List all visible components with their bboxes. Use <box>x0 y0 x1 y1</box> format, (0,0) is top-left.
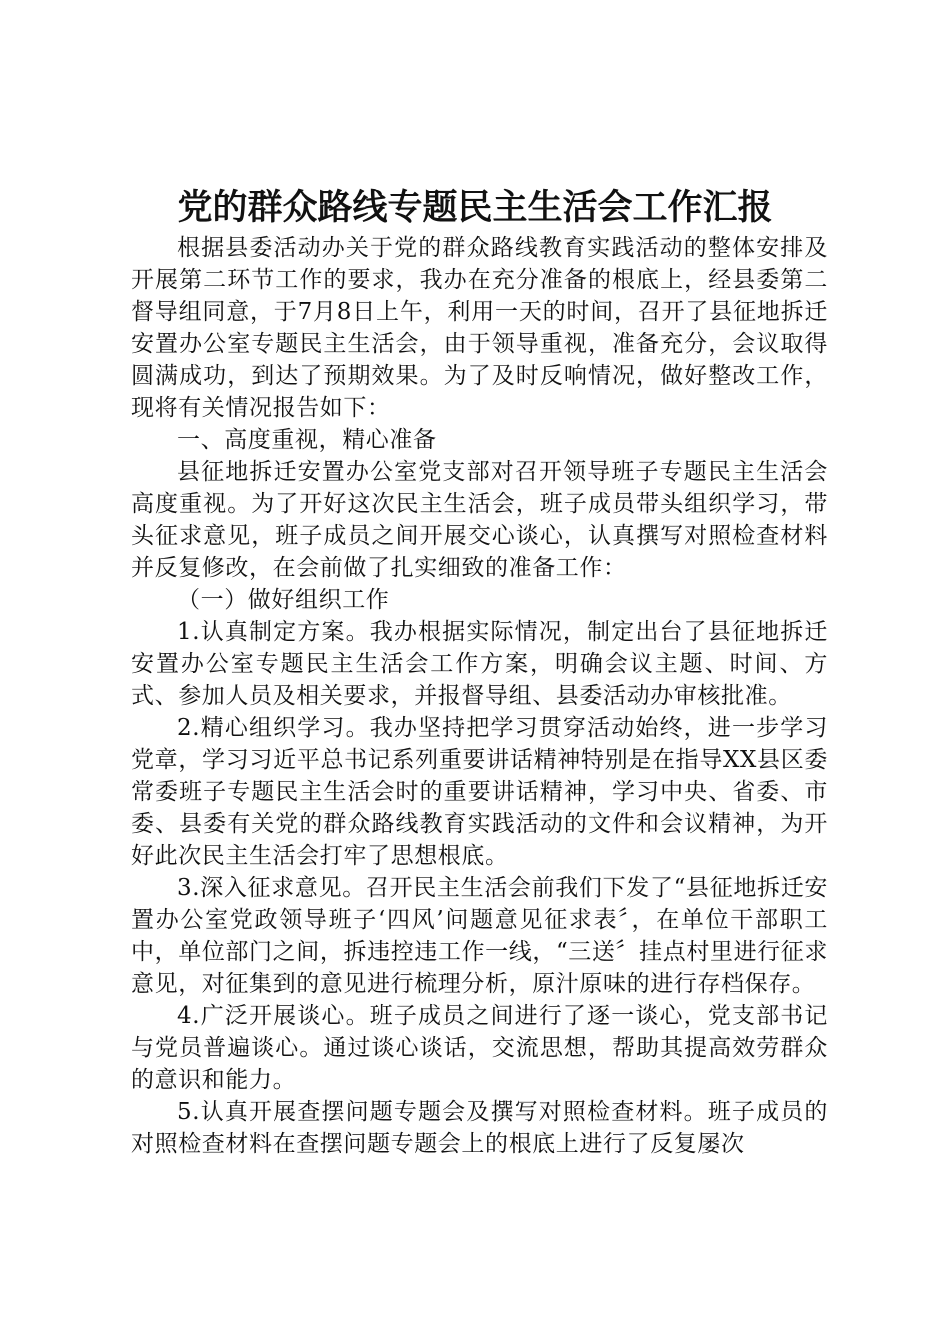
document-body <box>131 232 828 1160</box>
paragraph-item-5: 5.认真开展查摆问题专题会及撰写对照检查材料。班子成员的对照检查材料在查摆问题专题会上的根底上进行了反复屡次 <box>131 1099 828 1157</box>
paragraph-item-3: 3.深入征求意见。召开民主生活会前我们下发了“县征地拆迁安置办公室党政领导班子‘四风’问题意见征求表〞，在单位干部职工中，单位部门之间，拆违控违工作一线，“三送〞挂点村里进行征求意见，对征集到的意见进行梳理分析，原汁原味的进行存档保存。 <box>131 875 828 997</box>
document-title: 党的群众路线专题民主生活会工作汇报 <box>177 188 773 228</box>
paragraph-item-1: 1.认真制定方案。我办根据实际情况，制定出台了县征地拆迁安置办公室专题民主生活会工作方案，明确会议主题、时间、方式、参加人员及相关要求，并报督导组、县委活动办审核批准。 <box>131 619 828 709</box>
paragraph-item-2: 2.精心组织学习。我办坚持把学习贯穿活动始终，进一步学习党章，学习习近平总书记系列重要讲话精神特别是在指导XX县区委常委班子专题民主生活会时的重要讲话精神，学习中央、省委、市委、县委有关党的群众路线教育实践活动的文件和会议精神，为开好此次民主生活会打牢了思想根底。 <box>131 715 828 869</box>
section-heading-1: 一、高度重视，精心准备 <box>177 427 437 453</box>
paragraph-intro: 根据县委活动办关于党的群众路线教育实践活动的整体安排及开展第二环节工作的要求，我办在充分准备的根底上，经县委第二督导组同意，于7月8日上午，利用一天的时间，召开了县征地拆迁安置办公室专题民主生活会，由于领导重视，准备充分，会议取得圆满成功，到达了预期效果。为了及时反响情况，做好整改工作，现将有关情况报告如下： <box>131 235 828 421</box>
paragraph-section-1: 县征地拆迁安置办公室党支部对召开领导班子专题民主生活会高度重视。为了开好这次民主生活会，班子成员带头组织学习，带头征求意见，班子成员之间开展交心谈心，认真撰写对照检查材料并反复修改，在会前做了扎实细致的准备工作： <box>131 459 828 581</box>
subsection-heading-1: （一）做好组织工作 <box>177 587 390 613</box>
paragraph-item-4: 4.广泛开展谈心。班子成员之间进行了逐一谈心，党支部书记与党员普遍谈心。通过谈心谈话，交流思想，帮助其提高效劳群众的意识和能力。 <box>131 1003 828 1093</box>
